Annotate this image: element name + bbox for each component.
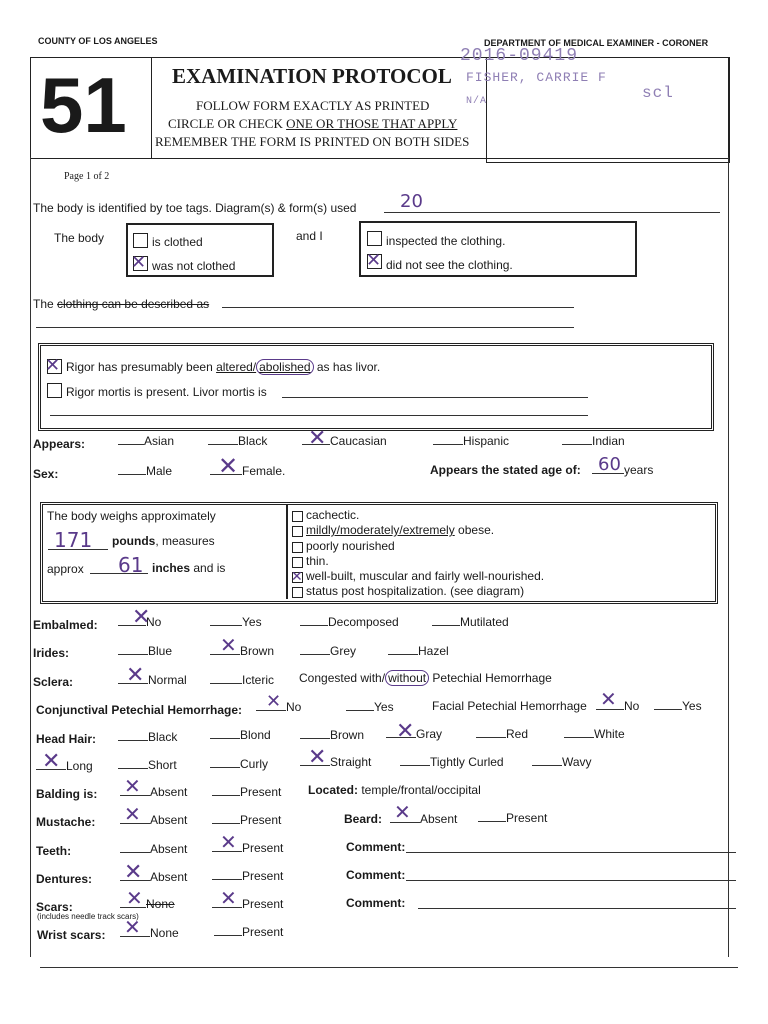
scars-comment-line	[418, 908, 736, 909]
obese-label: mildly/moderately/extremely obese.	[306, 523, 495, 537]
abolished-circled: abolished	[256, 359, 313, 375]
conjunctival-no: No	[256, 700, 301, 714]
well-built-label: well-built, muscular and fairly well-nourished.	[306, 569, 545, 583]
embalmed-label: Embalmed:	[33, 618, 98, 632]
wrist-none-mark: ✕	[124, 917, 141, 939]
sclera-congested: Congested with/ without Petechial Hemorrhage	[299, 671, 552, 685]
case-number-stamp: 2016-09419	[460, 46, 579, 66]
initials-stamp: scl	[642, 84, 674, 102]
did-not-see-label: did not see the clothing.	[386, 258, 513, 272]
hair-blond: Blond	[210, 728, 271, 742]
facial-petechial-label: Facial Petechial Hemorrhage	[432, 699, 587, 713]
dentures-label: Dentures:	[36, 872, 93, 886]
sclera-label: Sclera:	[33, 675, 74, 689]
beard-label: Beard:	[344, 812, 383, 826]
diagram-count-value: 20	[400, 191, 423, 212]
obese-checkbox[interactable]	[292, 526, 303, 537]
page-label: Page 1 of 2	[64, 171, 110, 182]
diagram-count-line	[384, 212, 720, 213]
instruction-circle: CIRCLE OR CHECK ONE OR THOSE THAT APPLY	[168, 116, 458, 131]
irides-hazel: Hazel	[388, 644, 449, 658]
sex-male: Male	[118, 464, 172, 478]
left-border	[30, 157, 31, 957]
cachectic-label: cachectic.	[306, 508, 360, 522]
rigor-altered-text: Rigor has presumably been altered/ abolished as has livor.	[66, 360, 381, 374]
hair-short: Short	[118, 758, 177, 772]
irides-label: Irides:	[33, 646, 70, 660]
hair-brown: Brown	[300, 728, 364, 742]
conjunctival-no-mark: ✕	[266, 691, 282, 711]
hair-gray: Gray	[386, 727, 442, 741]
well-built-mark: ✕	[291, 568, 303, 584]
cachectic-checkbox[interactable]	[292, 511, 303, 522]
approx-label: approx	[47, 562, 84, 576]
scars-present-mark: ✕	[220, 888, 237, 910]
thin-label: thin.	[306, 554, 329, 568]
was-not-clothed-label: was not clothed	[152, 259, 236, 273]
sex-female: Female.	[210, 464, 285, 478]
clothing-description-line-1	[222, 307, 574, 308]
thin-checkbox[interactable]	[292, 557, 303, 568]
embalmed-mutilated: Mutilated	[432, 615, 509, 629]
sclera-normal-mark: ✕	[126, 662, 145, 687]
hair-black: Black	[118, 730, 177, 744]
wrist-present: Present	[214, 925, 283, 939]
status-post-checkbox[interactable]	[292, 587, 303, 598]
beard-present: Present	[478, 811, 547, 825]
teeth-present-mark: ✕	[220, 832, 237, 854]
scars-note: (includes needle track scars)	[37, 912, 139, 921]
height-value: 61	[118, 553, 144, 577]
appears-indian: Indian	[562, 434, 625, 448]
teeth-label: Teeth:	[36, 844, 72, 858]
balding-present: Present	[212, 785, 281, 799]
embalmed-yes: Yes	[210, 615, 262, 629]
poorly-nourished-label: poorly nourished	[306, 539, 395, 553]
dentures-comment-line	[406, 880, 736, 881]
hair-gray-mark: ✕	[396, 718, 415, 743]
conjunctival-yes: Yes	[346, 700, 394, 714]
is-clothed-checkbox[interactable]	[133, 233, 148, 248]
stated-age: years	[592, 463, 653, 477]
form-number: 51	[40, 61, 127, 149]
clothing-description-label: The clothing can be described as	[33, 297, 210, 311]
wrist-none: None	[120, 926, 179, 940]
head-hair-label: Head Hair:	[36, 732, 97, 746]
hair-long-mark: ✕	[42, 748, 61, 773]
appears-label: Appears:	[33, 437, 86, 451]
case-name-stamp: FISHER, CARRIE F	[466, 70, 607, 85]
body-box-divider	[286, 505, 288, 599]
facial-no-mark: ✕	[600, 689, 617, 711]
body-label: The body	[54, 231, 105, 245]
and-i-label: and I	[296, 229, 323, 243]
hair-straight-mark: ✕	[308, 744, 327, 769]
bottom-line	[40, 967, 738, 968]
mustache-absent-mark: ✕	[124, 804, 141, 826]
is-clothed-label: is clothed	[152, 235, 203, 249]
mustache-present: Present	[212, 813, 281, 827]
hair-long: Long	[36, 759, 93, 773]
without-circled: without	[385, 670, 429, 686]
case-code-stamp: N/A	[466, 96, 488, 107]
dentures-absent-mark: ✕	[124, 859, 143, 884]
embalmed-decomposed: Decomposed	[300, 615, 399, 629]
caucasian-mark: ✕	[308, 425, 327, 450]
form-title: EXAMINATION PROTOCOL	[172, 64, 452, 88]
county-name: COUNTY OF LOS ANGELES	[38, 36, 158, 46]
teeth-present: Present	[212, 841, 283, 855]
instruction-follow: FOLLOW FORM EXACTLY AS PRINTED	[196, 98, 430, 113]
irides-brown: Brown	[210, 644, 274, 658]
balding-absent-mark: ✕	[124, 776, 141, 798]
mustache-label: Mustache:	[36, 815, 96, 829]
poorly-nourished-checkbox[interactable]	[292, 542, 303, 553]
hair-tightly-curled: Tightly Curled	[400, 755, 504, 769]
appears-hispanic: Hispanic	[433, 434, 509, 448]
sex-label: Sex:	[33, 467, 59, 481]
mustache-absent: Absent	[120, 813, 187, 827]
weighs-label: The body weighs approximately	[47, 509, 216, 523]
beard-absent-mark: ✕	[394, 802, 411, 824]
teeth-comment-label: Comment:	[346, 840, 406, 854]
brown-irides-mark: ✕	[220, 635, 237, 657]
sclera-normal: Normal	[118, 673, 187, 687]
scars-none-mark: ✕	[126, 888, 143, 910]
irides-grey: Grey	[300, 644, 356, 658]
scars-none: None	[120, 897, 175, 911]
scars-label: Scars:	[36, 900, 73, 914]
inspected-label: inspected the clothing.	[386, 234, 506, 248]
age-value: 60	[598, 454, 621, 475]
livor-line	[282, 397, 588, 398]
instruction-remember: REMEMBER THE FORM IS PRINTED ON BOTH SIDES	[155, 134, 470, 149]
stated-age-label: Appears the stated age of:	[430, 463, 581, 477]
hair-white: White	[564, 727, 625, 741]
was-not-clothed-mark: ✕	[131, 252, 147, 272]
hair-red: Red	[476, 727, 528, 741]
weight-value: 171	[54, 528, 93, 552]
scars-present: Present	[212, 897, 283, 911]
wrist-scars-label: Wrist scars:	[37, 928, 106, 942]
conjunctival-label: Conjunctival Petechial Hemorrhage:	[36, 703, 243, 717]
female-mark: ✕	[218, 453, 239, 480]
dentures-absent: Absent	[120, 870, 187, 884]
beard-absent: Absent	[390, 812, 457, 826]
facial-no: No	[596, 699, 639, 713]
pounds-label: pounds, measures	[112, 534, 215, 548]
embalmed-no-mark: ✕	[132, 604, 151, 629]
rigor-notes-line	[50, 415, 588, 416]
inches-label: inches and is	[152, 561, 226, 575]
dentures-present: Present	[212, 869, 283, 883]
right-border	[728, 157, 729, 957]
status-post-label: status post hospitalization. (see diagram)	[306, 584, 525, 598]
scars-comment-label: Comment:	[346, 896, 406, 910]
rigor-present-checkbox[interactable]	[47, 383, 62, 398]
appears-caucasian: Caucasian	[302, 434, 387, 448]
rigor-altered-mark: ✕	[45, 355, 61, 375]
department-name: DEPARTMENT OF MEDICAL EXAMINER - CORONER	[484, 38, 709, 48]
balding-label: Balding is:	[36, 787, 98, 801]
facial-yes: Yes	[654, 699, 702, 713]
hair-straight: Straight	[300, 755, 371, 769]
did-not-see-mark: ✕	[366, 250, 382, 270]
balding-absent: Absent	[120, 785, 187, 799]
clothing-description-line-2	[36, 327, 574, 328]
inspected-checkbox[interactable]	[367, 231, 382, 246]
appears-black: Black	[208, 434, 267, 448]
hair-wavy: Wavy	[532, 755, 592, 769]
dentures-comment-label: Comment:	[346, 868, 406, 882]
identification-text: The body is identified by toe tags. Diagram(s) & form(s) used	[33, 201, 357, 215]
irides-blue: Blue	[118, 644, 172, 658]
sclera-icteric: Icteric	[210, 673, 274, 687]
teeth-comment-line	[406, 852, 736, 853]
appears-asian: Asian	[118, 434, 174, 448]
teeth-absent: Absent	[120, 842, 187, 856]
hair-curly: Curly	[210, 757, 268, 771]
embalmed-no: No	[118, 615, 161, 629]
balding-located: Located: temple/frontal/occipital	[308, 783, 481, 797]
rigor-present-text: Rigor mortis is present. Livor mortis is	[66, 385, 267, 399]
